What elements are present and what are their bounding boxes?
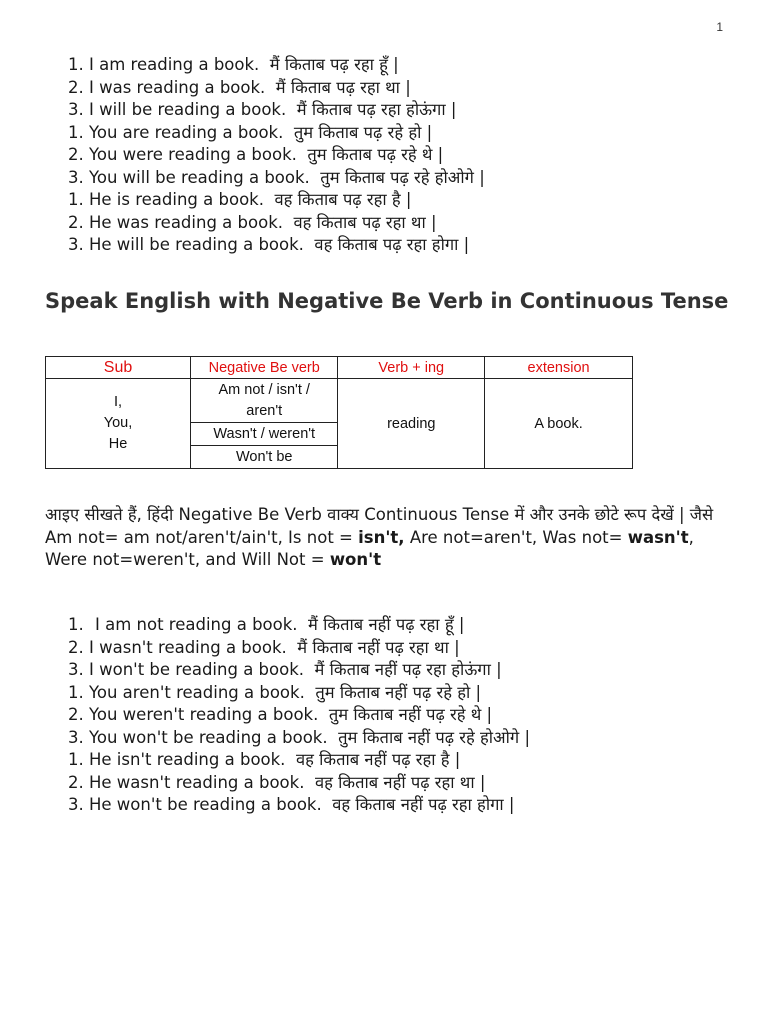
paragraph-arent: Are not=aren't, Was not= (409, 527, 623, 547)
list-item (68, 234, 485, 257)
item-number: 1. (68, 750, 84, 769)
english-sentence: He was reading a book. (89, 212, 283, 232)
item-number: 3. (68, 235, 84, 254)
affirmative-sentence-list (68, 54, 485, 257)
english-sentence: I am reading a book. (89, 55, 260, 74)
item-number: 3. (68, 167, 84, 187)
item-number: 2. (68, 212, 84, 232)
list-item (68, 704, 530, 727)
english-sentence: I am not reading a book. (95, 615, 298, 634)
header-extension: extension (485, 357, 633, 379)
hindi-translation: मैं किताब नहीं पढ़ रहा हूँ | (308, 615, 465, 634)
subject-he: He (108, 436, 128, 452)
item-number: 2. (68, 772, 84, 792)
hindi-translation: वह किताब नहीं पढ़ रहा है | (295, 750, 461, 769)
english-sentence: You were reading a book. (89, 145, 297, 164)
list-item (68, 99, 485, 122)
english-sentence: He wasn't reading a book. (89, 772, 305, 792)
wasnt-contraction: wasn't (627, 527, 689, 547)
header-sub: Sub (46, 357, 191, 379)
hindi-translation: तुम किताब पढ़ रहे होओगे | (320, 167, 485, 187)
isnt-contraction: isn't, (358, 527, 405, 547)
list-item (68, 772, 530, 795)
list-item (68, 77, 485, 100)
item-number: 1. (68, 682, 84, 702)
hindi-translation: वह किताब पढ़ रहा था | (293, 212, 437, 232)
paragraph-intro: आइए सीखते हैं, हिंदी Negative Be Verb वाक्य Continuous Tense में और उनके छोटे रूप देखें | जैसे Am not= am not/aren't/ain't, Is not = (45, 505, 714, 547)
explanation-paragraph (45, 504, 735, 572)
page-number: 1 (716, 20, 723, 34)
hindi-translation: तुम किताब नहीं पढ़ रहे हो | (315, 682, 482, 702)
neg-be-present-cell: Am not / isn't / aren't (191, 379, 338, 423)
english-sentence: You will be reading a book. (89, 167, 310, 187)
list-item (68, 122, 485, 145)
hindi-translation: मैं किताब पढ़ रहा था | (275, 77, 411, 97)
hindi-translation: तुम किताब नहीं पढ़ रहे होओगे | (338, 727, 531, 747)
negative-sentence-list (68, 614, 530, 817)
list-item (68, 682, 530, 705)
list-item (68, 144, 485, 167)
list-item (68, 614, 530, 637)
subject-cell (46, 379, 191, 469)
paragraph-werent: , Were not=weren't, and Will Not = (45, 527, 694, 569)
wont-contraction: won't (329, 550, 382, 569)
item-number: 2. (68, 705, 84, 724)
list-item (68, 167, 485, 190)
hindi-translation: मैं किताब पढ़ रहा होऊंगा | (296, 100, 457, 119)
english-sentence: He won't be reading a book. (89, 795, 322, 814)
hindi-translation: वह किताब नहीं पढ़ रहा होगा | (332, 795, 515, 814)
item-number: 3. (68, 660, 84, 679)
list-item (68, 189, 485, 212)
english-sentence: I will be reading a book. (89, 100, 287, 119)
item-number: 2. (68, 145, 84, 164)
hindi-translation: तुम किताब पढ़ रहे हो | (293, 122, 433, 142)
item-number: 2. (68, 637, 84, 657)
hindi-translation: मैं किताब नहीं पढ़ रहा होऊंगा | (314, 660, 502, 679)
english-sentence: He is reading a book. (89, 190, 264, 209)
item-number: 3. (68, 100, 84, 119)
list-item (68, 54, 485, 77)
english-sentence: You weren't reading a book. (89, 705, 319, 724)
item-number: 1. (68, 122, 84, 142)
header-verb-ing: Verb + ing (338, 357, 485, 379)
grammar-table (45, 356, 633, 469)
english-sentence: You won't be reading a book. (89, 727, 328, 747)
header-negative-be-verb: Negative Be verb (191, 357, 338, 379)
english-sentence: He isn't reading a book. (89, 750, 286, 769)
list-item (68, 727, 530, 750)
verb-ing-cell: reading (338, 379, 485, 469)
english-sentence: You aren't reading a book. (89, 682, 305, 702)
item-number: 1. (68, 615, 84, 634)
hindi-translation: वह किताब पढ़ रहा होगा | (314, 235, 470, 254)
english-sentence: He will be reading a book. (89, 235, 304, 254)
hindi-translation: वह किताब पढ़ रहा है | (274, 190, 412, 209)
hindi-translation: मैं किताब पढ़ रहा हूँ | (269, 55, 399, 74)
list-item (68, 794, 530, 817)
list-item (68, 659, 530, 682)
english-sentence: I won't be reading a book. (89, 660, 305, 679)
table-header-row (46, 357, 633, 379)
item-number: 1. (68, 55, 84, 74)
section-heading: Speak English with Negative Be Verb in Continuous Tense (45, 289, 729, 313)
hindi-translation: वह किताब नहीं पढ़ रहा था | (314, 772, 486, 792)
english-sentence: I wasn't reading a book. (89, 637, 287, 657)
item-number: 3. (68, 727, 84, 747)
list-item (68, 637, 530, 660)
english-sentence: You are reading a book. (89, 122, 284, 142)
english-sentence: I was reading a book. (89, 77, 266, 97)
hindi-translation: तुम किताब नहीं पढ़ रहे थे | (328, 705, 493, 724)
item-number: 2. (68, 77, 84, 97)
subject-you: You, (103, 415, 133, 431)
table-row (46, 379, 633, 423)
item-number: 3. (68, 795, 84, 814)
neg-be-past-cell: Wasn't / weren't (191, 423, 338, 446)
list-item (68, 212, 485, 235)
subject-i: I, (113, 394, 123, 410)
item-number: 1. (68, 190, 84, 209)
extension-cell: A book. (485, 379, 633, 469)
hindi-translation: तुम किताब पढ़ रहे थे | (307, 145, 444, 164)
list-item (68, 749, 530, 772)
neg-be-future-cell: Won't be (191, 446, 338, 469)
hindi-translation: मैं किताब नहीं पढ़ रहा था | (297, 637, 460, 657)
